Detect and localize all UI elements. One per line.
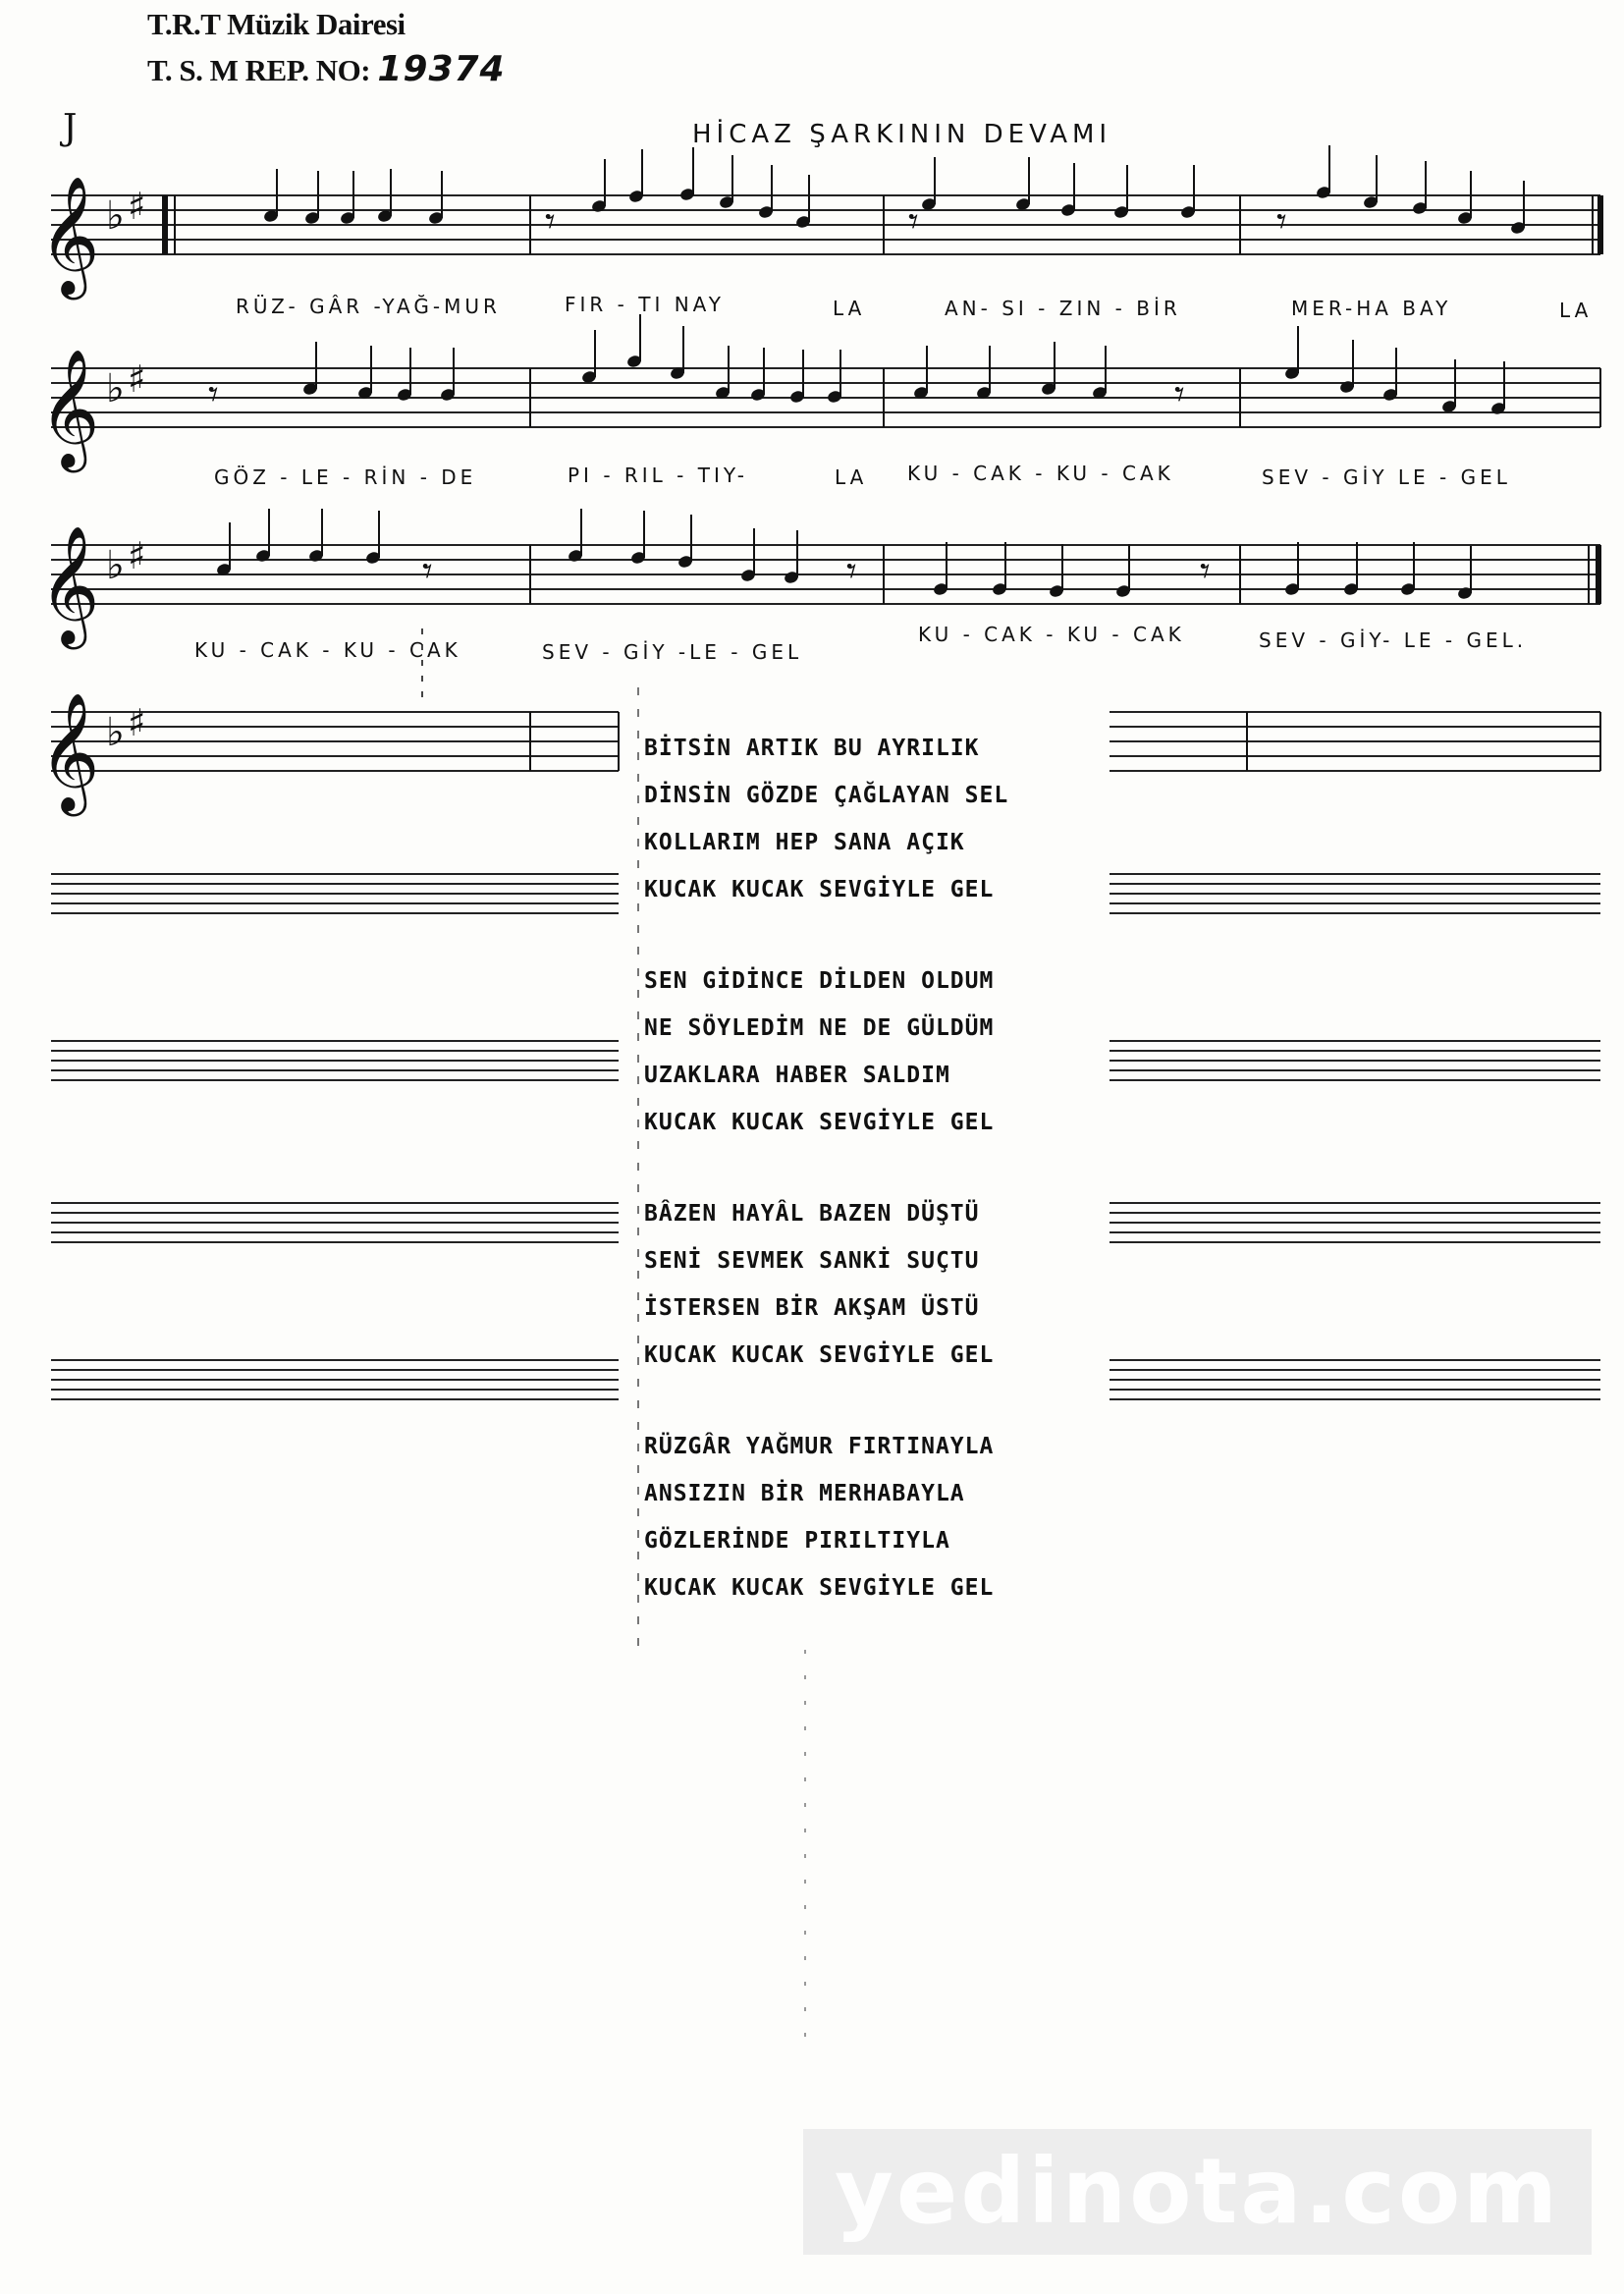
stanza [644,725,1106,913]
lyric-syllables: LA [1559,299,1593,322]
lyric-line: KUCAK KUCAK SEVGİYLE GEL [644,1110,995,1135]
eighth-rest: 𝄾 [846,549,857,594]
page-mark: J [63,108,78,148]
eighth-rest: 𝄾 [1174,372,1185,417]
eighth-rest: 𝄾 [1200,549,1211,594]
lyric-syllables: PI - RIL - TIY- [568,464,748,487]
lyric-syllables: SEV - GİY -LE - GEL [542,640,803,664]
treble-clef: 𝄞 [39,348,100,467]
lyric-syllables: FIR - TI NAY [565,293,726,316]
lyric-line: GÖZLERİNDE PIRILTIYLA [644,1528,950,1554]
flat-sign: ♭ [106,543,125,588]
rep-label: T. S. M REP. NO: [147,53,371,87]
flat-sign: ♭ [106,193,125,239]
lyric-syllables: RÜZ- GÂR -YAĞ-MUR [236,295,501,318]
lyric-line: DİNSİN GÖZDE ÇAĞLAYAN SEL [644,783,1009,808]
sharp-sign: ♯ [128,357,146,401]
lyric-line: KUCAK KUCAK SEVGİYLE GEL [644,1575,995,1601]
eighth-rest: 𝄾 [208,372,219,417]
lyric-syllables: LA [833,297,866,320]
lyric-syllables: GÖZ - LE - RİN - DE [214,465,477,489]
sharp-sign: ♯ [128,701,146,744]
stanza [644,1190,1106,1379]
lyric-line: ANSIZIN BİR MERHABAYLA [644,1481,965,1506]
watermark-text: yedinota.com [834,2139,1561,2244]
lyrics-stanzas [644,725,1106,1611]
page-title: HİCAZ ŞARKININ DEVAMI [692,120,1112,149]
lyric-syllables: MER-HA BAY [1291,297,1452,320]
lyric-line: NE SÖYLEDİM NE DE GÜLDÜM [644,1015,995,1041]
lyric-line: UZAKLARA HABER SALDIM [644,1063,950,1088]
stanza [644,957,1106,1146]
lyric-line: RÜZGÂR YAĞMUR FIRTINAYLA [644,1434,995,1459]
eighth-rest: 𝄾 [545,199,556,245]
eighth-rest: 𝄾 [422,549,433,594]
eighth-rest: 𝄾 [1276,199,1287,245]
lyric-syllables: LA [835,465,868,489]
treble-clef: 𝄞 [39,691,100,811]
lyric-syllables: AN- SI - ZIN - BİR [945,297,1181,320]
lyric-line: BÂZEN HAYÂL BAZEN DÜŞTÜ [644,1201,980,1227]
flat-sign: ♭ [106,710,125,755]
lyric-syllables: SEV - GİY- LE - GEL. [1259,628,1528,652]
treble-clef: 𝄞 [39,175,100,295]
lyric-syllables: KU - CAK - KU - CAK [907,462,1174,485]
lyric-line: KUCAK KUCAK SEVGİYLE GEL [644,1342,995,1368]
eighth-rest: 𝄾 [908,199,919,245]
department-name: T.R.T Müzik Dairesi [147,7,406,41]
stanza [644,1423,1106,1611]
lyric-syllables: KU - CAK - KU - CAK [918,623,1185,646]
lyric-line: KUCAK KUCAK SEVGİYLE GEL [644,877,995,902]
treble-clef: 𝄞 [39,524,100,644]
sharp-sign: ♯ [128,185,146,228]
lyric-line: İSTERSEN BİR AKŞAM ÜSTÜ [644,1295,980,1321]
flat-sign: ♭ [106,366,125,411]
lyric-syllables: SEV - GİY LE - GEL [1262,465,1511,489]
lyric-line: KOLLARIM HEP SANA AÇIK [644,830,965,855]
sharp-sign: ♯ [128,534,146,577]
lyric-line: SEN GİDİNCE DİLDEN OLDUM [644,968,995,994]
lyric-line: BİTSİN ARTIK BU AYRILIK [644,736,980,761]
rep-number: 19374 [377,49,506,89]
lyric-syllables: KU - CAK - KU - CAK [194,638,461,662]
watermark-banner [803,2129,1592,2255]
lyric-line: SENİ SEVMEK SANKİ SUÇTU [644,1248,980,1274]
